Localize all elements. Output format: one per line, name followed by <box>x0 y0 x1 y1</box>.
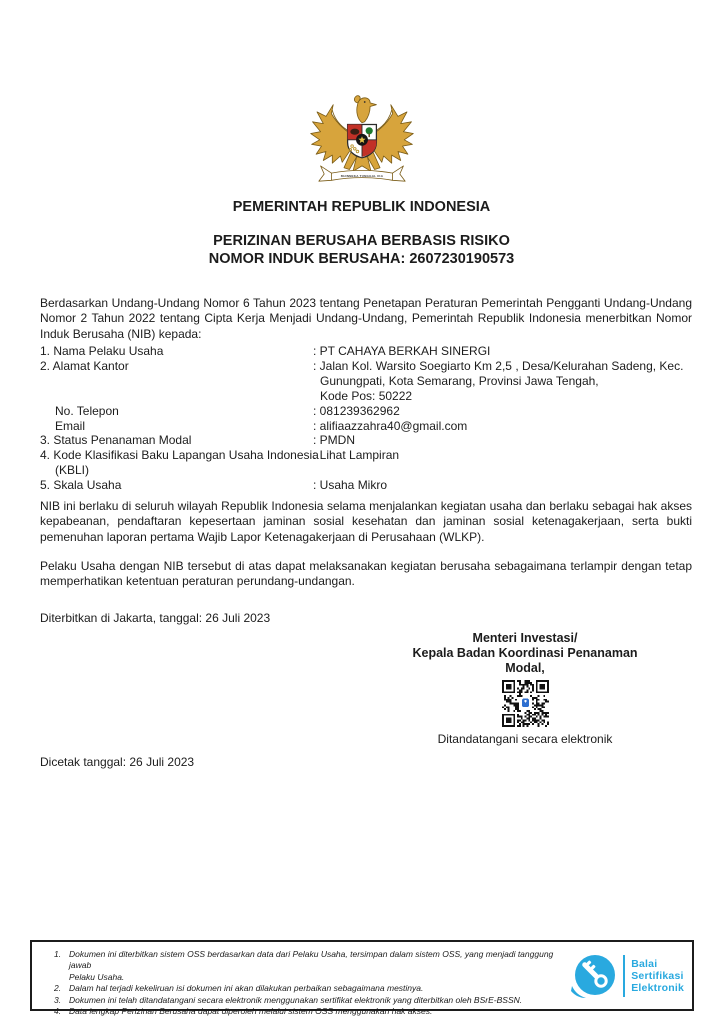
detail-row-status-modal <box>40 433 692 448</box>
printed-line: Dicetak tanggal: 26 Juli 2023 <box>40 755 195 769</box>
note-text: Dokumen ini telah ditandatangani secara elektronik menggunakan sertifikat elektronik yang diterbitkan oleh BSrE-BSSN. <box>69 994 523 1005</box>
detail-value: : PMDN <box>313 433 355 448</box>
footer-notes-box <box>30 940 694 1017</box>
bsre-text-line1: Balai <box>631 957 658 970</box>
government-title: PEMERINTAH REPUBLIK INDONESIA <box>232 199 491 215</box>
signatory-title-line2: Kepala Badan Koordinasi Penanaman Modal, <box>412 646 638 676</box>
detail-value: : Usaha Mikro <box>313 478 388 493</box>
detail-value-line3: Kode Pos: 50222 <box>320 388 413 403</box>
detail-label-line2: (KBLI) <box>55 463 90 478</box>
bsre-text-line3: Elektronik <box>631 981 684 994</box>
detail-label: Email <box>55 418 86 433</box>
detail-label: 5. Skala Usaha <box>40 478 122 493</box>
note-number: 1. <box>54 949 62 959</box>
detail-label: 2. Alamat Kantor <box>40 358 129 373</box>
garuda-pancasila-emblem <box>308 91 416 194</box>
footer-note-4 <box>54 1006 554 1017</box>
bsre-key-icon <box>571 953 617 999</box>
detail-row-email <box>40 419 692 434</box>
note-text: Data lengkap Perizinan Berusaha dapat diperoleh melalui sistem OSS menggunakan hak akses. <box>69 1006 433 1017</box>
detail-value-line2: Gunungpati, Kota Semarang, Provinsi Jawa Tengah, <box>320 373 599 388</box>
note-number: 4. <box>54 1006 62 1017</box>
bsre-logo-divider <box>623 955 625 997</box>
detail-row-kbli <box>40 448 692 478</box>
footer-note-2 <box>54 983 554 994</box>
detail-label: 3. Status Penanaman Modal <box>40 433 192 448</box>
document-number: NOMOR INDUK BERUSAHA: 2607230190573 <box>208 250 515 267</box>
signature-block <box>399 631 651 746</box>
intro-paragraph: Berdasarkan Undang-Undang Nomor 6 Tahun 2023 tentang Penetapan Peraturan Pemerintah Pengganti Undang-Undang Nomor 2 Tahun 2022 tentang Cipta Kerja Menjadi Undang-Undang, Pemerintah Republik Indonesia menerbitkan Nomor Induk Berusaha (NIB) kepada: <box>40 296 692 341</box>
document-title-block <box>0 233 723 268</box>
detail-value: : 081239362962 <box>313 403 400 418</box>
note-text: Dokumen ini diterbitkan sistem OSS berdasarkan data dari Pelaku Usaha, tersimpan dalam sistem OSS, yang menjadi tanggung jawab <box>69 949 554 971</box>
footer-note-3 <box>54 995 554 1006</box>
bsre-logo-text <box>631 958 684 994</box>
footer-notes-list <box>54 949 554 1017</box>
detail-row-telepon <box>40 404 692 419</box>
note-number: 2. <box>54 983 62 994</box>
usage-paragraph: Pelaku Usaha dengan NIB tersebut di atas dapat melaksanakan kegiatan berusaha sebagaimana terlampir dengan tetap memperhatikan ketentuan peraturan perundang-undangan. <box>40 559 692 589</box>
signatory-title-line1: Menteri Investasi/ <box>472 631 578 645</box>
issued-line: Diterbitkan di Jakarta, tanggal: 26 Juli 2023 <box>40 611 271 625</box>
detail-value: : alifiaazzahra40@gmail.com <box>313 418 468 433</box>
details-table <box>40 344 692 493</box>
detail-value: : Jalan Kol. Warsito Soegiarto Km 2,5 , Desa/Kelurahan Sadeng, Kec. <box>313 358 684 373</box>
note-text: Dalam hal terjadi kekeliruan isi dokumen ini akan dilakukan perbaikan sebagaimana mestinya. <box>69 983 424 994</box>
bsre-logo <box>571 953 684 999</box>
detail-value: : PT CAHAYA BERKAH SINERGI <box>313 344 491 358</box>
detail-value: : Lihat Lampiran <box>313 448 400 463</box>
validity-paragraph: NIB ini berlaku di seluruh wilayah Republik Indonesia selama menjalankan kegiatan usaha dan berlaku sebagai hak akses kepabeanan, pendaftaran kepesertaan jaminan sosial kesehatan dan jaminan sosial ketenagakerjaan, serta bukti pemenuhan laporan pertama Wajib Lapor Ketenagakerjaan di Perusahaan (WLKP). <box>40 499 692 544</box>
qr-code <box>502 680 549 727</box>
detail-label: No. Telepon <box>55 403 119 418</box>
detail-row-nama <box>40 344 692 359</box>
detail-row-alamat <box>40 359 692 404</box>
bsre-text-line2: Sertifikasi <box>631 969 684 982</box>
detail-label: 1. Nama Pelaku Usaha <box>40 344 164 358</box>
note-text-line2: Pelaku Usaha. <box>69 971 125 982</box>
detail-label: 4. Kode Klasifikasi Baku Lapangan Usaha Indonesia <box>40 448 319 463</box>
garuda-pancasila-icon <box>308 91 416 194</box>
document-title: PERIZINAN BERUSAHA BERBASIS RISIKO <box>213 233 510 249</box>
qr-code-image <box>502 680 549 727</box>
footer-note-1 <box>54 949 554 983</box>
signature-caption: Ditandatangani secara elektronik <box>437 731 613 746</box>
detail-row-skala <box>40 478 692 493</box>
emblem-motto: BHINNEKA TUNGGAL IKA <box>340 174 383 179</box>
note-number: 3. <box>54 994 62 1005</box>
